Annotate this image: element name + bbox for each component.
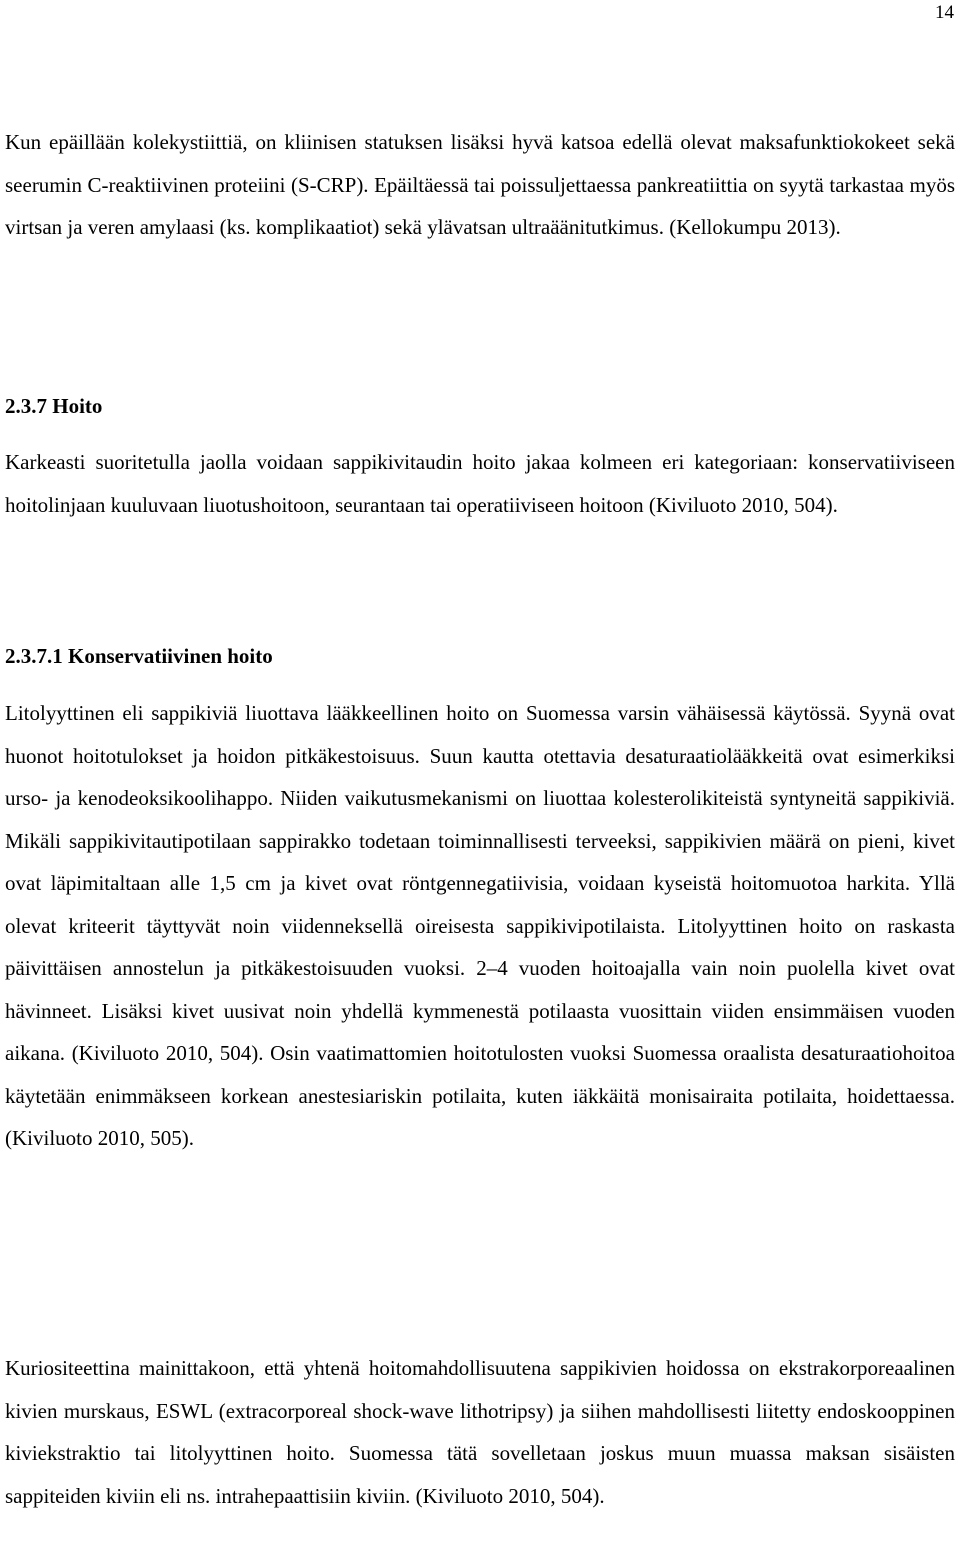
- page-number: 14: [935, 2, 954, 23]
- subsection-heading-konservatiivinen: 2.3.7.1 Konservatiivinen hoito: [5, 644, 273, 668]
- paragraph-hoito: Karkeasti suoritetulla jaolla voidaan sappikivitaudin hoito jakaa kolmeen eri kategoriaan: konservatiiviseen hoitolinjaan kuuluvaan liuotushoitoon, seurantaan tai operatiiviseen hoitoon (Kiviluoto 2010, 504).: [5, 450, 955, 517]
- paragraph-konservatiivinen: Litolyyttinen eli sappikiviä liuottava lääkkeellinen hoito on Suomessa varsin vähäisessä käytössä. Syynä ovat huonot hoitotulokset ja hoidon pitkäkestoisuus. Suun kautta otettavia desaturaatiolääkkeitä ovat esimerkiksi urso- ja kenodeoksikoolihappo. Niiden vaikutusmekanismi on liuottaa kolesterolikiteistä syntyneitä sappikiviä. Mikäli sappikivitautipotilaan sappirakko todetaan toiminnallisesti terveeksi, sappikivien määrä on pieni, kivet ovat läpimitaltaan alle 1,5 cm ja kivet ovat röntgennegatiivisia, voidaan kyseistä hoitomuotoa harkita. Yllä olevat kriteerit täyttyvät noin viidenneksellä oireisesta sappikivipotilaista. Litolyyttinen hoito on raskasta päivittäisen annostelun ja pitkäkestoisuuden vuoksi. 2–4 vuoden hoitoajalla vain noin puolella kivet ovat hävinneet. Lisäksi kivet uusivat noin yhdellä kymmenestä potilaasta vuosittain viiden ensimmäisen vuoden aikana. (Kiviluoto 2010, 504). Osin vaatimattomien hoitotulosten vuoksi Suomessa oraalista desaturaatiohoitoa käytetään enimmäkseen korkean anestesiariskin potilaita, kuten iäkkäitä monisairaita potilaita, hoidettaessa. (Kiviluoto 2010, 505).: [5, 701, 955, 1150]
- paragraph-eswl: Kuriositeettina mainittakoon, että yhtenä hoitomahdollisuutena sappikivien hoidossa on ekstrakorporeaalinen kivien murskaus, ESWL (extracorporeal shock-wave lithotripsy) ja siihen mahdollisesti liitetty endoskooppinen kiviekstraktio tai litolyyttinen hoito. Suomessa tätä sovelletaan joskus muun muassa maksan sisäisten sappiteiden kiviin eli ns. intrahepaattisiin kiviin. (Kiviluoto 2010, 504).: [5, 1356, 955, 1508]
- section-heading-hoito: 2.3.7 Hoito: [5, 394, 103, 418]
- paragraph-intro: Kun epäillään kolekystiittiä, on kliinisen statuksen lisäksi hyvä katsoa edellä olevat maksafunktiokokeet sekä seerumin C-reaktiivinen proteiini (S-CRP). Epäiltäessä tai poissuljettaessa pankreatiittia on syytä tarkastaa myös virtsan ja veren amylaasi (ks. komplikaatiot) sekä ylävatsan ultraäänitutkimus. (Kellokumpu 2013).: [5, 130, 955, 239]
